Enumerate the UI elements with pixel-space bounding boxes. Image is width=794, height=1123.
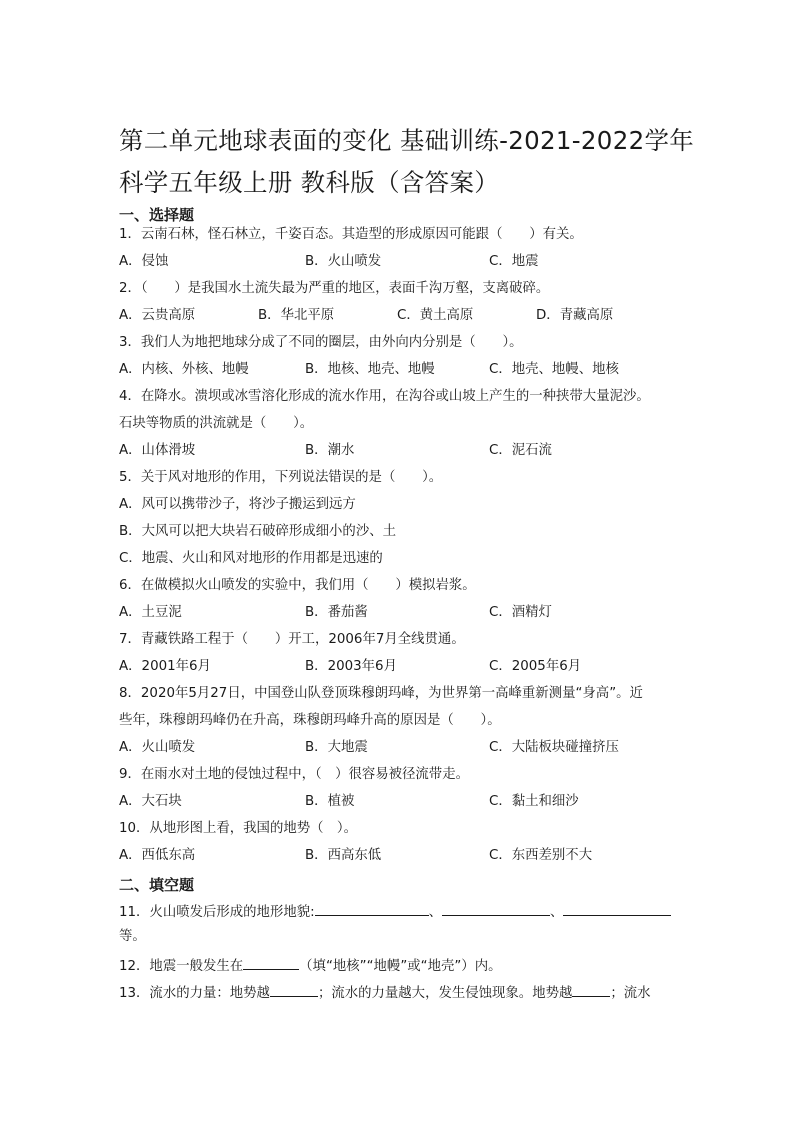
option-7c: C．2005年6月	[489, 659, 582, 674]
question-3: 3．我们人为地把地球分成了不同的圈层，由外向内分别是（ ）。	[119, 335, 523, 350]
option-1a: A．侵蚀	[119, 254, 169, 269]
option-5b: B．大风可以把大块岩石破碎形成细小的沙、土	[119, 524, 396, 539]
option-6a: A．土豆泥	[119, 605, 182, 620]
option-4a: A．山体滑坡	[119, 443, 196, 458]
option-10b: B．西高东低	[305, 848, 382, 863]
question-10: 10．从地形图上看，我国的地势（ ）。	[119, 821, 357, 836]
answer-blank-13-1[interactable]	[270, 984, 318, 997]
option-10c: C．东西差别不大	[489, 848, 593, 863]
option-1c: C．地震	[489, 254, 539, 269]
question-11	[119, 903, 671, 919]
option-8a: A．火山喷发	[119, 740, 196, 755]
option-8c: C．大陆板块碰撞挤压	[489, 740, 619, 755]
question-13-text-3: ；流水	[610, 986, 651, 1001]
question-9: 9．在雨水对土地的侵蚀过程中，（ ）很容易被径流带走。	[119, 767, 469, 782]
question-6: 6．在做模拟火山喷发的实验中，我们用（ ）模拟岩浆。	[119, 578, 476, 593]
question-11-continued: 等。	[119, 929, 146, 944]
option-3a: A．内核、外核、地幔	[119, 362, 249, 377]
answer-blank-12[interactable]	[243, 957, 299, 970]
question-4-continued: 石块等物质的洪流就是（ ）。	[119, 416, 314, 431]
option-8b: B．大地震	[305, 740, 368, 755]
option-2a: A．云贵高原	[119, 308, 196, 323]
question-5: 5．关于风对地形的作用，下列说法错误的是（ ）。	[119, 470, 443, 485]
option-7a: A．2001年6月	[119, 659, 211, 674]
option-3b: B．地核、地壳、地幔	[305, 362, 435, 377]
question-8: 8．2020年5月27日，中国登山队登顶珠穆朗玛峰，为世界第一高峰重新测量“身高”。近	[119, 686, 643, 701]
question-13-text: 13．流水的力量：地势越	[119, 986, 270, 1001]
option-3c: C．地壳、地幔、地核	[489, 362, 619, 377]
separator: 、	[550, 905, 564, 920]
option-9c: C．黏土和细沙	[489, 794, 579, 809]
section-heading-choice: 一、选择题	[119, 206, 195, 224]
option-6b: B．番茄酱	[305, 605, 368, 620]
separator: 、	[428, 905, 443, 920]
option-10a: A．西低东高	[119, 848, 196, 863]
option-9b: B．植被	[305, 794, 355, 809]
question-11-text: 11．火山喷发后形成的地形地貌:	[119, 905, 315, 920]
document-title-line-1: 第二单元地球表面的变化 基础训练-2021-2022学年	[119, 126, 695, 155]
option-1b: B．火山喷发	[305, 254, 382, 269]
answer-blank-11-2[interactable]	[442, 903, 550, 916]
answer-blank-13-2[interactable]	[572, 984, 610, 997]
question-1: 1．云南石林，怪石林立，千姿百态。其造型的形成原因可能跟（ ）有关。	[119, 227, 583, 242]
document-title-line-2: 科学五年级上册 教科版（含答案）	[119, 168, 500, 197]
question-12-hint: （填“地核”“地幔”或“地壳”）内。	[299, 959, 502, 974]
option-2b: B．华北平原	[258, 308, 335, 323]
option-2d: D．青藏高原	[536, 308, 614, 323]
option-4c: C．泥石流	[489, 443, 552, 458]
option-4b: B．潮水	[305, 443, 355, 458]
option-6c: C．酒精灯	[489, 605, 552, 620]
option-9a: A．大石块	[119, 794, 182, 809]
question-13-text-2: ；流水的力量越大，发生侵蚀现象。地势越	[317, 986, 573, 1001]
section-heading-fill: 二、填空题	[119, 876, 195, 894]
question-2: 2．（ ）是我国水土流失最为严重的地区，表面千沟万壑，支离破碎。	[119, 281, 550, 296]
question-7: 7．青藏铁路工程于（ ）开工，2006年7月全线贯通。	[119, 632, 465, 647]
option-2c: C．黄土高原	[397, 308, 474, 323]
question-13	[119, 984, 651, 1000]
question-12	[119, 957, 501, 973]
answer-blank-11-3[interactable]	[563, 903, 671, 916]
option-5a: A．风可以携带沙子，将沙子搬运到远方	[119, 497, 356, 512]
answer-blank-11-1[interactable]	[315, 903, 429, 916]
option-7b: B．2003年6月	[305, 659, 397, 674]
question-12-text: 12．地震一般发生在	[119, 959, 244, 974]
option-5c: C．地震、火山和风对地形的作用都是迅速的	[119, 551, 383, 566]
question-8-continued: 些年，珠穆朗玛峰仍在升高，珠穆朗玛峰升高的原因是（ ）。	[119, 713, 501, 728]
question-4: 4．在降水。溃坝或冰雪溶化形成的流水作用，在沟谷或山坡上产生的一种挟带大量泥沙。	[119, 389, 650, 404]
